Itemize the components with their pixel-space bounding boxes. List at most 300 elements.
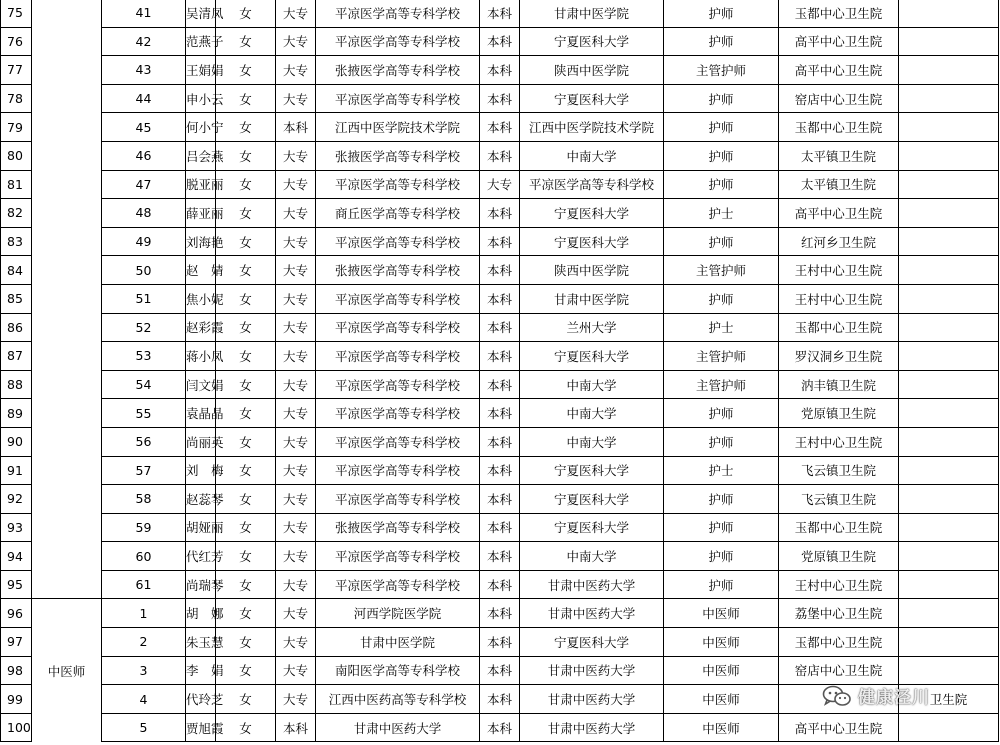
cell-name: 胡 娜 bbox=[186, 599, 216, 628]
cell-current-degree: 本科 bbox=[480, 113, 520, 142]
cell-gender: 女 bbox=[216, 0, 276, 27]
table-row bbox=[1, 0, 999, 27]
cell-current-school: 甘肃中医药大学 bbox=[520, 685, 664, 714]
cell-original-degree: 大专 bbox=[276, 542, 316, 571]
cell-note bbox=[899, 227, 999, 256]
cell-title: 护师 bbox=[664, 113, 779, 142]
cell-gender: 女 bbox=[216, 370, 276, 399]
cell-original-degree: 大专 bbox=[276, 313, 316, 342]
cell-original-degree: 大专 bbox=[276, 56, 316, 85]
cell-note bbox=[899, 713, 999, 742]
cell-current-school: 宁夏医科大学 bbox=[520, 84, 664, 113]
cell-work-unit: 飞云镇卫生院 bbox=[779, 456, 899, 485]
cell-gender: 女 bbox=[216, 485, 276, 514]
cell-serial-no: 83 bbox=[1, 227, 32, 256]
cell-original-degree: 大专 bbox=[276, 342, 316, 371]
cell-name: 吕会燕 bbox=[186, 141, 216, 170]
cell-name: 胡娅丽 bbox=[186, 513, 216, 542]
cell-serial-no: 82 bbox=[1, 199, 32, 228]
cell-serial-no: 88 bbox=[1, 370, 32, 399]
cell-name: 刘海艳 bbox=[186, 227, 216, 256]
cell-current-school: 宁夏医科大学 bbox=[520, 485, 664, 514]
cell-name: 李 娟 bbox=[186, 656, 216, 685]
cell-original-school: 江西中医药高等专科学校 bbox=[316, 685, 480, 714]
cell-title: 中医师 bbox=[664, 656, 779, 685]
cell-seq-no: 4 bbox=[102, 685, 186, 714]
cell-original-degree: 大专 bbox=[276, 599, 316, 628]
cell-name: 闫文娟 bbox=[186, 370, 216, 399]
cell-gender: 女 bbox=[216, 284, 276, 313]
cell-gender: 女 bbox=[216, 170, 276, 199]
cell-name: 焦小妮 bbox=[186, 284, 216, 313]
category-cell bbox=[32, 0, 102, 599]
cell-original-degree: 本科 bbox=[276, 713, 316, 742]
cell-current-degree: 本科 bbox=[480, 227, 520, 256]
cell-work-unit: 高平中心卫生院 bbox=[779, 56, 899, 85]
cell-gender: 女 bbox=[216, 399, 276, 428]
cell-work-unit: 党原镇卫生院 bbox=[779, 399, 899, 428]
cell-gender: 女 bbox=[216, 313, 276, 342]
table-row bbox=[1, 256, 999, 285]
cell-title: 中医师 bbox=[664, 628, 779, 657]
cell-title: 护师 bbox=[664, 485, 779, 514]
table-row bbox=[1, 485, 999, 514]
cell-seq-no: 42 bbox=[102, 27, 186, 56]
cell-seq-no: 47 bbox=[102, 170, 186, 199]
cell-current-school: 宁夏医科大学 bbox=[520, 227, 664, 256]
cell-original-school: 平凉医学高等专科学校 bbox=[316, 284, 480, 313]
cell-current-degree: 本科 bbox=[480, 685, 520, 714]
cell-serial-no: 79 bbox=[1, 113, 32, 142]
cell-name: 申小云 bbox=[186, 84, 216, 113]
cell-serial-no: 80 bbox=[1, 141, 32, 170]
cell-title: 护师 bbox=[664, 284, 779, 313]
cell-serial-no: 94 bbox=[1, 542, 32, 571]
cell-title: 护士 bbox=[664, 313, 779, 342]
table-row bbox=[1, 56, 999, 85]
cell-seq-no: 56 bbox=[102, 427, 186, 456]
cell-seq-no: 43 bbox=[102, 56, 186, 85]
cell-gender: 女 bbox=[216, 599, 276, 628]
cell-original-school: 商丘医学高等专科学校 bbox=[316, 199, 480, 228]
cell-current-degree: 本科 bbox=[480, 256, 520, 285]
cell-gender: 女 bbox=[216, 685, 276, 714]
cell-original-degree: 大专 bbox=[276, 485, 316, 514]
cell-gender: 女 bbox=[216, 256, 276, 285]
cell-original-degree: 大专 bbox=[276, 456, 316, 485]
cell-current-school: 兰州大学 bbox=[520, 313, 664, 342]
cell-seq-no: 5 bbox=[102, 713, 186, 742]
cell-original-school: 张掖医学高等专科学校 bbox=[316, 513, 480, 542]
table-row bbox=[1, 513, 999, 542]
cell-seq-no: 45 bbox=[102, 113, 186, 142]
table-row bbox=[1, 542, 999, 571]
cell-name: 赵彩霞 bbox=[186, 313, 216, 342]
cell-title: 护士 bbox=[664, 199, 779, 228]
cell-gender: 女 bbox=[216, 656, 276, 685]
cell-serial-no: 86 bbox=[1, 313, 32, 342]
cell-work-unit: 荔堡中心卫生院 bbox=[779, 599, 899, 628]
cell-original-school: 平凉医学高等专科学校 bbox=[316, 0, 480, 27]
cell-seq-no: 48 bbox=[102, 199, 186, 228]
cell-name: 代红芳 bbox=[186, 542, 216, 571]
cell-note bbox=[899, 542, 999, 571]
cell-seq-no: 50 bbox=[102, 256, 186, 285]
cell-current-school: 宁夏医科大学 bbox=[520, 628, 664, 657]
cell-original-school: 平凉医学高等专科学校 bbox=[316, 456, 480, 485]
cell-seq-no: 44 bbox=[102, 84, 186, 113]
cell-serial-no: 76 bbox=[1, 27, 32, 56]
cell-serial-no: 96 bbox=[1, 599, 32, 628]
cell-note bbox=[899, 256, 999, 285]
cell-note bbox=[899, 0, 999, 27]
table-row bbox=[1, 599, 999, 628]
cell-work-unit: 王村中心卫生院 bbox=[779, 427, 899, 456]
cell-original-school: 平凉医学高等专科学校 bbox=[316, 542, 480, 571]
cell-title: 护师 bbox=[664, 0, 779, 27]
cell-gender: 女 bbox=[216, 513, 276, 542]
cell-original-degree: 大专 bbox=[276, 284, 316, 313]
cell-title: 中医师 bbox=[664, 599, 779, 628]
cell-name: 代玲芝 bbox=[186, 685, 216, 714]
cell-original-degree: 大专 bbox=[276, 199, 316, 228]
cell-current-school: 甘肃中医学院 bbox=[520, 0, 664, 27]
cell-seq-no: 51 bbox=[102, 284, 186, 313]
cell-current-school: 陕西中医学院 bbox=[520, 56, 664, 85]
cell-title: 主管护师 bbox=[664, 56, 779, 85]
cell-current-degree: 本科 bbox=[480, 141, 520, 170]
cell-original-degree: 大专 bbox=[276, 141, 316, 170]
cell-note bbox=[899, 27, 999, 56]
cell-current-degree: 本科 bbox=[480, 713, 520, 742]
cell-current-degree: 本科 bbox=[480, 56, 520, 85]
cell-work-unit: 高平中心卫生院 bbox=[779, 27, 899, 56]
cell-work-unit: 太平镇卫生院 bbox=[779, 141, 899, 170]
cell-note bbox=[899, 170, 999, 199]
cell-current-degree: 本科 bbox=[480, 456, 520, 485]
cell-work-unit: 王村中心卫生院 bbox=[779, 284, 899, 313]
cell-original-degree: 大专 bbox=[276, 427, 316, 456]
cell-serial-no: 100 bbox=[1, 713, 32, 742]
cell-current-degree: 本科 bbox=[480, 0, 520, 27]
cell-name: 袁晶晶 bbox=[186, 399, 216, 428]
cell-work-unit: 党原镇卫生院 bbox=[779, 542, 899, 571]
cell-current-degree: 大专 bbox=[480, 170, 520, 199]
table-row bbox=[1, 628, 999, 657]
cell-work-unit: 飞云镇卫生院 bbox=[779, 485, 899, 514]
cell-note bbox=[899, 427, 999, 456]
cell-work-unit bbox=[779, 685, 899, 714]
cell-original-degree: 大专 bbox=[276, 227, 316, 256]
table-row bbox=[1, 113, 999, 142]
cell-original-degree: 大专 bbox=[276, 513, 316, 542]
cell-current-school: 陕西中医学院 bbox=[520, 256, 664, 285]
cell-current-school: 中南大学 bbox=[520, 399, 664, 428]
cell-name: 尚瑞琴 bbox=[186, 570, 216, 599]
cell-original-school: 平凉医学高等专科学校 bbox=[316, 370, 480, 399]
cell-serial-no: 78 bbox=[1, 84, 32, 113]
table-row bbox=[1, 427, 999, 456]
cell-name: 何小宁 bbox=[186, 113, 216, 142]
cell-current-school: 宁夏医科大学 bbox=[520, 342, 664, 371]
cell-name: 范燕子 bbox=[186, 27, 216, 56]
cell-current-school: 甘肃中医药大学 bbox=[520, 713, 664, 742]
cell-name: 尚丽英 bbox=[186, 427, 216, 456]
table-row bbox=[1, 227, 999, 256]
cell-current-degree: 本科 bbox=[480, 427, 520, 456]
cell-seq-no: 57 bbox=[102, 456, 186, 485]
cell-original-school: 甘肃中医药大学 bbox=[316, 713, 480, 742]
cell-current-school: 中南大学 bbox=[520, 141, 664, 170]
cell-seq-no: 52 bbox=[102, 313, 186, 342]
cell-work-unit: 玉都中心卫生院 bbox=[779, 628, 899, 657]
cell-original-school: 平凉医学高等专科学校 bbox=[316, 427, 480, 456]
cell-note bbox=[899, 284, 999, 313]
cell-work-unit: 玉都中心卫生院 bbox=[779, 513, 899, 542]
cell-title: 护师 bbox=[664, 84, 779, 113]
cell-note bbox=[899, 56, 999, 85]
cell-current-school: 宁夏医科大学 bbox=[520, 456, 664, 485]
cell-work-unit: 王村中心卫生院 bbox=[779, 570, 899, 599]
cell-seq-no: 60 bbox=[102, 542, 186, 571]
table-row bbox=[1, 342, 999, 371]
cell-original-degree: 大专 bbox=[276, 570, 316, 599]
cell-name: 蒋小凤 bbox=[186, 342, 216, 371]
cell-name: 吴清凤 bbox=[186, 0, 216, 27]
cell-original-school: 平凉医学高等专科学校 bbox=[316, 84, 480, 113]
cell-gender: 女 bbox=[216, 542, 276, 571]
cell-current-degree: 本科 bbox=[480, 542, 520, 571]
cell-original-degree: 大专 bbox=[276, 27, 316, 56]
cell-seq-no: 1 bbox=[102, 599, 186, 628]
cell-original-degree: 大专 bbox=[276, 656, 316, 685]
table-body bbox=[1, 0, 999, 742]
watermark-text: 健康泾川 bbox=[858, 688, 930, 708]
cell-original-degree: 大专 bbox=[276, 628, 316, 657]
cell-original-school: 张掖医学高等专科学校 bbox=[316, 256, 480, 285]
cell-title: 护师 bbox=[664, 542, 779, 571]
table-row bbox=[1, 570, 999, 599]
cell-current-school: 平凉医学高等专科学校 bbox=[520, 170, 664, 199]
cell-original-school: 河西学院医学院 bbox=[316, 599, 480, 628]
cell-seq-no: 2 bbox=[102, 628, 186, 657]
category-cell: 中医师 bbox=[32, 599, 102, 742]
cell-serial-no: 75 bbox=[1, 0, 32, 27]
cell-current-school: 江西中医学院技术学院 bbox=[520, 113, 664, 142]
cell-original-degree: 本科 bbox=[276, 113, 316, 142]
cell-current-degree: 本科 bbox=[480, 313, 520, 342]
cell-serial-no: 90 bbox=[1, 427, 32, 456]
cell-gender: 女 bbox=[216, 113, 276, 142]
cell-work-unit: 高平中心卫生院 bbox=[779, 199, 899, 228]
cell-note bbox=[899, 628, 999, 657]
cell-original-school: 张掖医学高等专科学校 bbox=[316, 56, 480, 85]
cell-serial-no: 89 bbox=[1, 399, 32, 428]
cell-seq-no: 61 bbox=[102, 570, 186, 599]
cell-note bbox=[899, 399, 999, 428]
cell-current-school: 宁夏医科大学 bbox=[520, 27, 664, 56]
cell-current-degree: 本科 bbox=[480, 84, 520, 113]
cell-original-school: 平凉医学高等专科学校 bbox=[316, 313, 480, 342]
cell-current-degree: 本科 bbox=[480, 399, 520, 428]
cell-title: 护师 bbox=[664, 227, 779, 256]
cell-title: 护士 bbox=[664, 456, 779, 485]
cell-current-degree: 本科 bbox=[480, 599, 520, 628]
cell-serial-no: 99 bbox=[1, 685, 32, 714]
cell-title: 护师 bbox=[664, 427, 779, 456]
table-row bbox=[1, 685, 999, 714]
cell-serial-no: 77 bbox=[1, 56, 32, 85]
cell-current-school: 甘肃中医药大学 bbox=[520, 599, 664, 628]
cell-gender: 女 bbox=[216, 427, 276, 456]
cell-original-degree: 大专 bbox=[276, 370, 316, 399]
cell-note bbox=[899, 456, 999, 485]
table-row bbox=[1, 170, 999, 199]
cell-title: 护师 bbox=[664, 399, 779, 428]
cell-original-school: 平凉医学高等专科学校 bbox=[316, 485, 480, 514]
table-row bbox=[1, 313, 999, 342]
table-row bbox=[1, 399, 999, 428]
table-row bbox=[1, 370, 999, 399]
cell-work-unit: 红河乡卫生院 bbox=[779, 227, 899, 256]
table-row bbox=[1, 713, 999, 742]
cell-serial-no: 93 bbox=[1, 513, 32, 542]
table-row bbox=[1, 456, 999, 485]
cell-original-degree: 大专 bbox=[276, 0, 316, 27]
cell-gender: 女 bbox=[216, 342, 276, 371]
cell-note bbox=[899, 84, 999, 113]
cell-original-school: 平凉医学高等专科学校 bbox=[316, 570, 480, 599]
cell-current-school: 宁夏医科大学 bbox=[520, 513, 664, 542]
cell-name: 朱玉慧 bbox=[186, 628, 216, 657]
cell-name: 贾旭霞 bbox=[186, 713, 216, 742]
cell-work-unit: 玉都中心卫生院 bbox=[779, 113, 899, 142]
cell-work-unit: 罗汉洞乡卫生院 bbox=[779, 342, 899, 371]
cell-original-degree: 大专 bbox=[276, 399, 316, 428]
cell-title: 中医师 bbox=[664, 713, 779, 742]
cell-serial-no: 85 bbox=[1, 284, 32, 313]
cell-title: 中医师 bbox=[664, 685, 779, 714]
cell-name: 赵 婧 bbox=[186, 256, 216, 285]
cell-seq-no: 59 bbox=[102, 513, 186, 542]
cell-original-school: 平凉医学高等专科学校 bbox=[316, 342, 480, 371]
cell-note bbox=[899, 485, 999, 514]
cell-seq-no: 41 bbox=[102, 0, 186, 27]
cell-work-unit: 王村中心卫生院 bbox=[779, 256, 899, 285]
cell-seq-no: 49 bbox=[102, 227, 186, 256]
cell-work-unit: 玉都中心卫生院 bbox=[779, 0, 899, 27]
cell-note bbox=[899, 113, 999, 142]
cell-current-degree: 本科 bbox=[480, 370, 520, 399]
cell-serial-no: 91 bbox=[1, 456, 32, 485]
cell-title: 护师 bbox=[664, 570, 779, 599]
cell-current-school: 甘肃中医药大学 bbox=[520, 656, 664, 685]
cell-current-school: 宁夏医科大学 bbox=[520, 199, 664, 228]
cell-work-unit: 太平镇卫生院 bbox=[779, 170, 899, 199]
cell-serial-no: 98 bbox=[1, 656, 32, 685]
cell-original-school: 甘肃中医学院 bbox=[316, 628, 480, 657]
cell-seq-no: 3 bbox=[102, 656, 186, 685]
cell-title: 护师 bbox=[664, 141, 779, 170]
cell-current-degree: 本科 bbox=[480, 656, 520, 685]
cell-original-school: 张掖医学高等专科学校 bbox=[316, 141, 480, 170]
cell-current-degree: 本科 bbox=[480, 199, 520, 228]
cell-seq-no: 58 bbox=[102, 485, 186, 514]
cell-original-degree: 大专 bbox=[276, 685, 316, 714]
cell-seq-no: 46 bbox=[102, 141, 186, 170]
cell-gender: 女 bbox=[216, 56, 276, 85]
table-row bbox=[1, 141, 999, 170]
cell-gender: 女 bbox=[216, 456, 276, 485]
cell-note bbox=[899, 370, 999, 399]
cell-current-school: 中南大学 bbox=[520, 427, 664, 456]
cell-title: 主管护师 bbox=[664, 256, 779, 285]
cell-note bbox=[899, 199, 999, 228]
cell-original-school: 平凉医学高等专科学校 bbox=[316, 227, 480, 256]
cell-current-degree: 本科 bbox=[480, 284, 520, 313]
cell-work-unit: 窑店中心卫生院 bbox=[779, 656, 899, 685]
cell-seq-no: 53 bbox=[102, 342, 186, 371]
cell-original-school: 平凉医学高等专科学校 bbox=[316, 170, 480, 199]
cell-gender: 女 bbox=[216, 570, 276, 599]
cell-seq-no: 54 bbox=[102, 370, 186, 399]
cell-note bbox=[899, 342, 999, 371]
table-row bbox=[1, 284, 999, 313]
cell-current-school: 甘肃中医学院 bbox=[520, 284, 664, 313]
cell-seq-no: 55 bbox=[102, 399, 186, 428]
cell-title: 护师 bbox=[664, 513, 779, 542]
cell-current-degree: 本科 bbox=[480, 628, 520, 657]
cell-current-school: 中南大学 bbox=[520, 370, 664, 399]
cell-original-school: 平凉医学高等专科学校 bbox=[316, 399, 480, 428]
cell-serial-no: 87 bbox=[1, 342, 32, 371]
cell-work-unit: 汭丰镇卫生院 bbox=[779, 370, 899, 399]
cell-original-degree: 大专 bbox=[276, 170, 316, 199]
cell-title: 护师 bbox=[664, 170, 779, 199]
cell-title: 主管护师 bbox=[664, 370, 779, 399]
table-row bbox=[1, 656, 999, 685]
cell-note bbox=[899, 599, 999, 628]
cell-serial-no: 81 bbox=[1, 170, 32, 199]
cell-original-degree: 大专 bbox=[276, 256, 316, 285]
cell-current-degree: 本科 bbox=[480, 570, 520, 599]
cell-current-degree: 本科 bbox=[480, 485, 520, 514]
cell-current-degree: 本科 bbox=[480, 27, 520, 56]
cell-original-school: 南阳医学高等专科学校 bbox=[316, 656, 480, 685]
cell-gender: 女 bbox=[216, 141, 276, 170]
table-row bbox=[1, 199, 999, 228]
cell-name: 脱亚丽 bbox=[186, 170, 216, 199]
cell-serial-no: 95 bbox=[1, 570, 32, 599]
cell-note bbox=[899, 656, 999, 685]
cell-note bbox=[899, 313, 999, 342]
cell-serial-no: 92 bbox=[1, 485, 32, 514]
cell-original-degree: 大专 bbox=[276, 84, 316, 113]
table-row bbox=[1, 84, 999, 113]
cell-original-school: 平凉医学高等专科学校 bbox=[316, 27, 480, 56]
cell-note bbox=[899, 141, 999, 170]
cell-current-degree: 本科 bbox=[480, 513, 520, 542]
cell-current-school: 甘肃中医药大学 bbox=[520, 570, 664, 599]
cell-gender: 女 bbox=[216, 227, 276, 256]
cell-work-unit: 玉都中心卫生院 bbox=[779, 313, 899, 342]
cell-gender: 女 bbox=[216, 628, 276, 657]
cell-note bbox=[899, 570, 999, 599]
cell-note: 卫生院 bbox=[899, 685, 999, 714]
cell-work-unit: 窑店中心卫生院 bbox=[779, 84, 899, 113]
cell-note bbox=[899, 513, 999, 542]
cell-name: 赵蕊琴 bbox=[186, 485, 216, 514]
